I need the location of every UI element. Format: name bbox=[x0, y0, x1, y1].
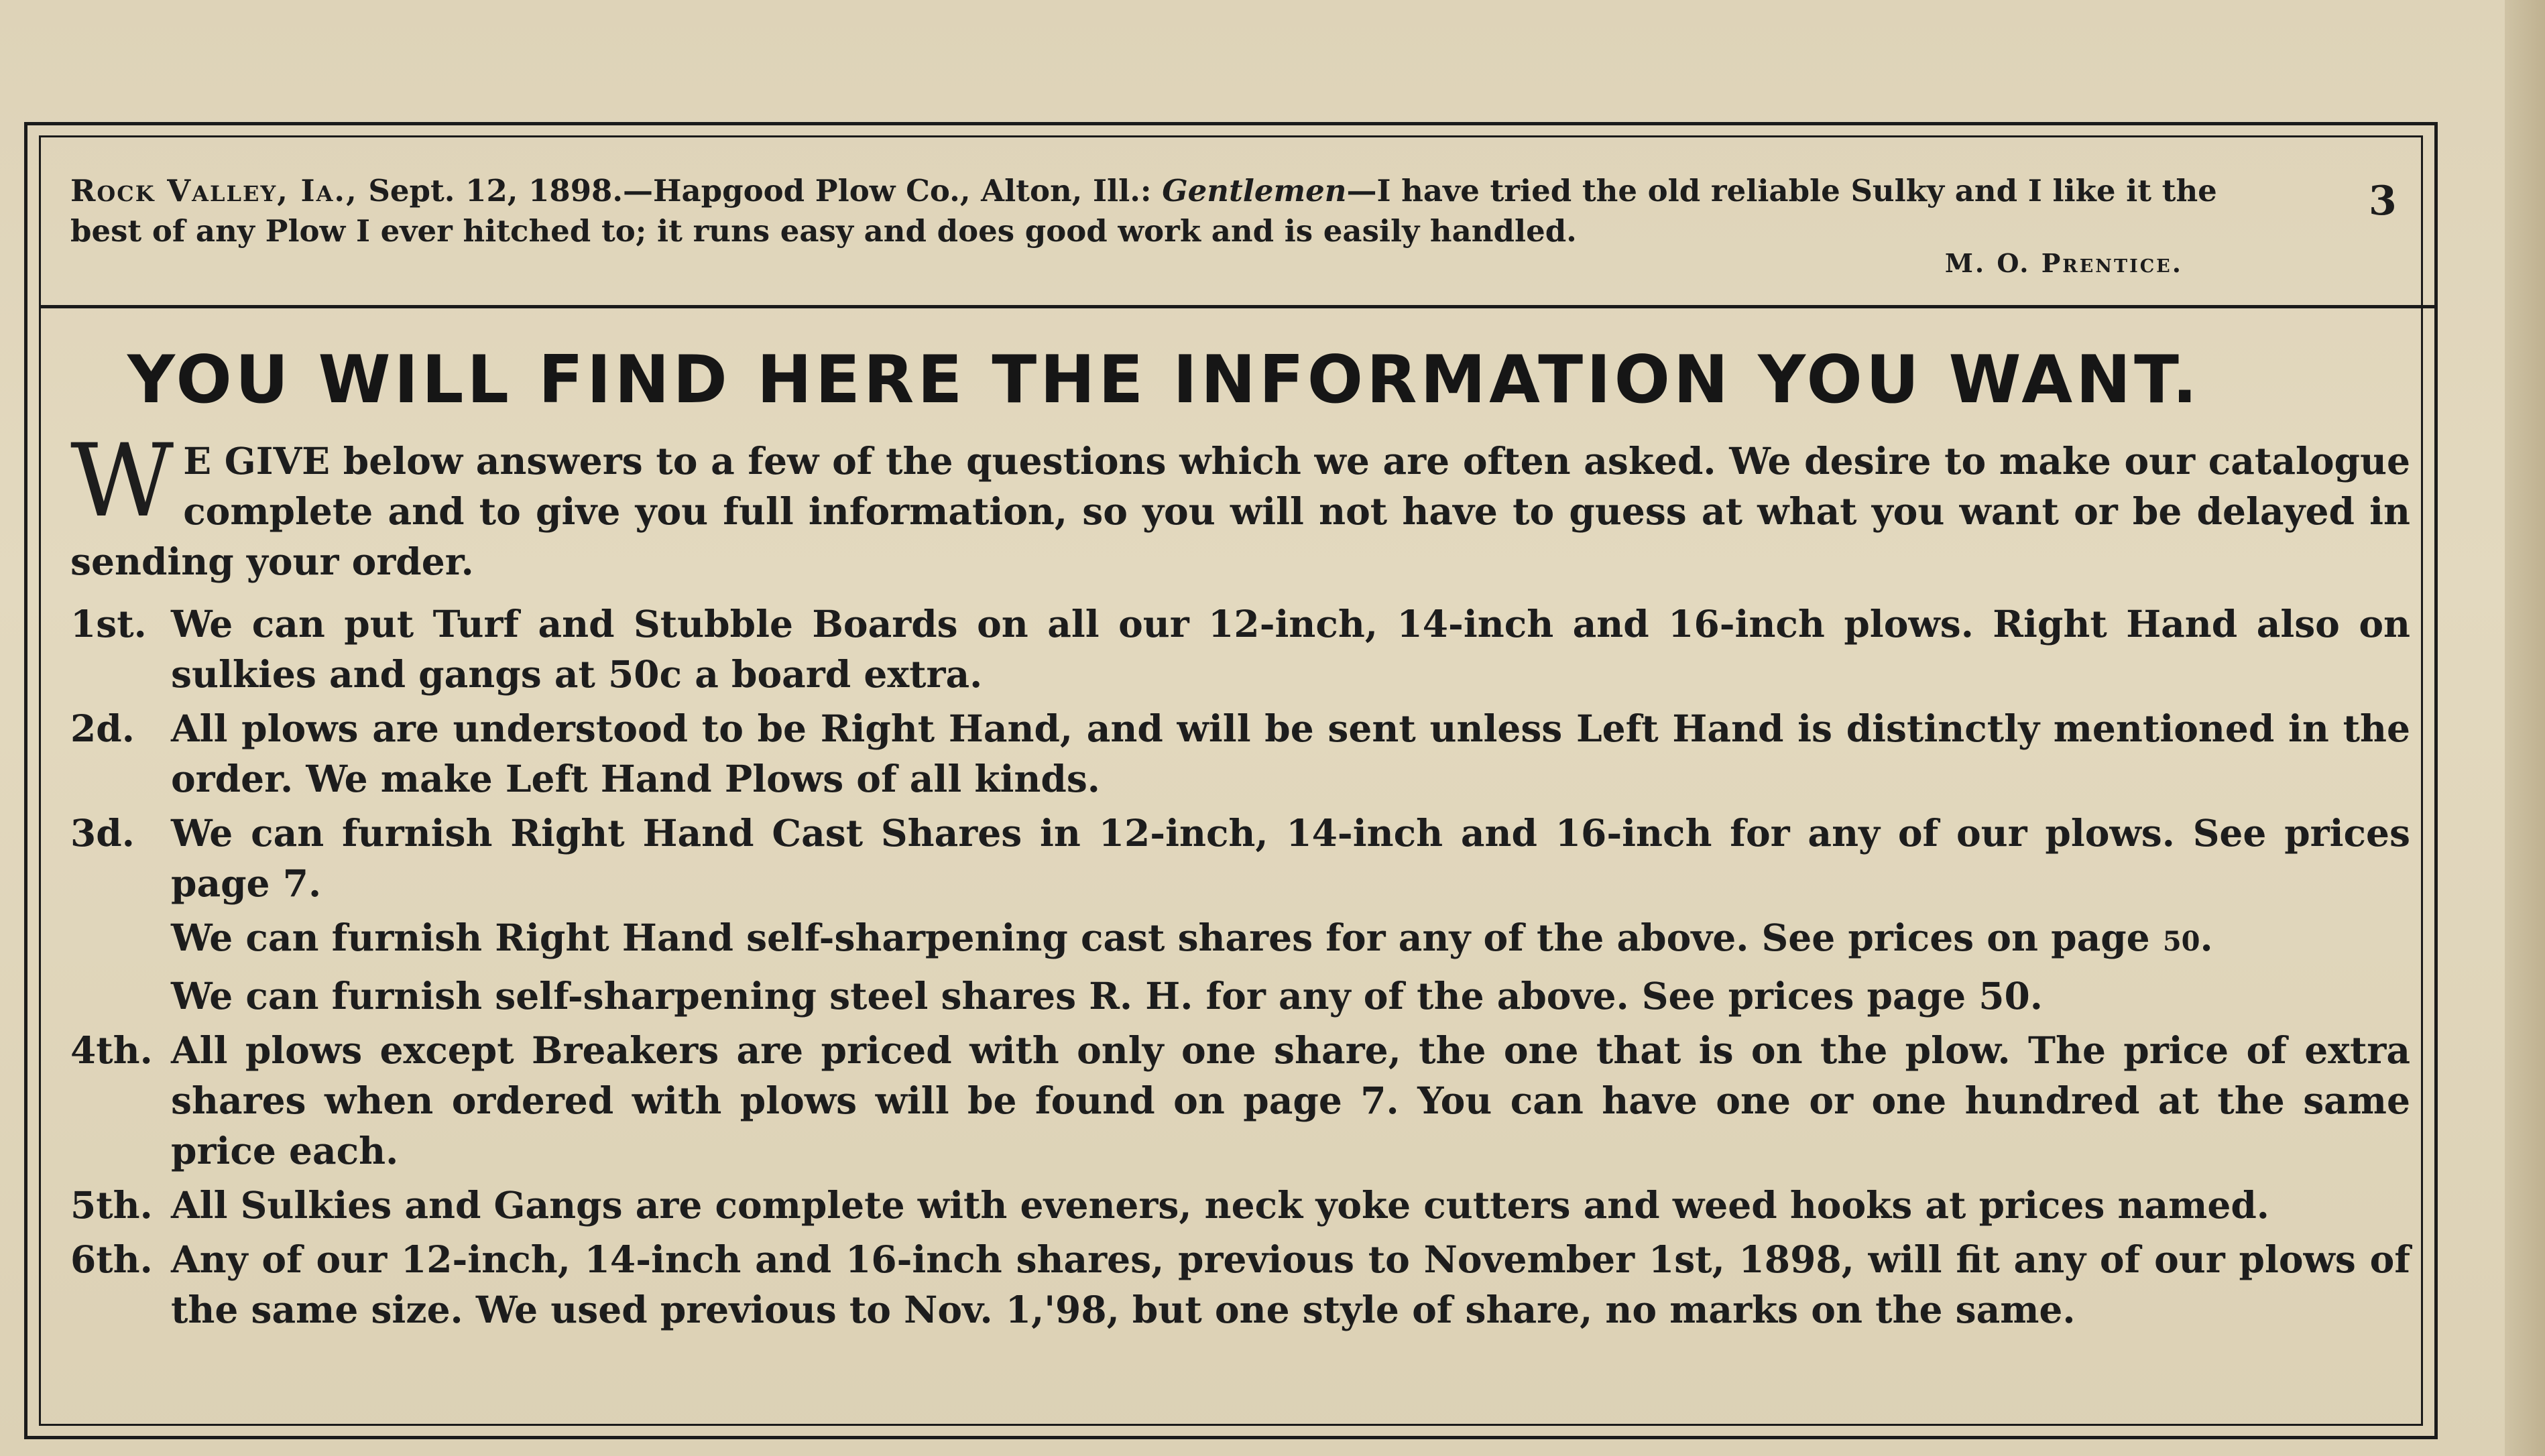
drop-cap: W bbox=[70, 423, 174, 540]
item-number: 6th. bbox=[70, 1237, 153, 1281]
item-number: 5th. bbox=[70, 1183, 153, 1227]
testimonial-body: —I have tried the old reliable Sulky and I like it the best of any Plow I ever hitched to; it runs easy and does good work and is easily handled. bbox=[70, 173, 2217, 249]
item-number: 2d. bbox=[70, 707, 135, 750]
item-text: We can furnish Right Hand Cast Shares in 12-inch, 14-inch and 16-inch for any of our plows. See prices page 7. bbox=[171, 811, 2410, 905]
list-item bbox=[70, 1025, 2410, 1176]
list-item bbox=[70, 703, 2410, 804]
information-body bbox=[70, 423, 2410, 1339]
item-text: We can put Turf and Stubble Boards on all our 12-inch, 14-inch and 16-inch plows. Right Hand also on sulkies and gangs at 50c a board extra. bbox=[171, 602, 2410, 696]
list-item bbox=[70, 808, 2410, 908]
testimonial-place: Rock Valley, Ia., bbox=[70, 173, 358, 208]
page-edge bbox=[2505, 0, 2545, 1456]
intro-paragraph bbox=[70, 423, 2410, 587]
list-item bbox=[70, 599, 2410, 699]
testimonial-salutation: Gentlemen bbox=[1162, 173, 1347, 208]
testimonial bbox=[70, 171, 2283, 251]
item-number: 1st. bbox=[70, 602, 147, 646]
item-text: All Sulkies and Gangs are complete with eveners, neck yoke cutters and weed hooks at prices named. bbox=[171, 1183, 2269, 1227]
item-number: 3d. bbox=[70, 811, 135, 855]
header-divider bbox=[39, 305, 2434, 308]
item-text: All plows are understood to be Right Hand, and will be sent unless Left Hand is distinctly mentioned in the order. We make Left Hand Plows of all kinds. bbox=[171, 707, 2410, 800]
item-number: 4th. bbox=[70, 1028, 153, 1072]
item-text: Any of our 12-inch, 14-inch and 16-inch shares, previous to November 1st, 1898, will fit any of our plows of the same size. We used previous to Nov. 1,'98, but one style of share, no marks on the same. bbox=[171, 1237, 2410, 1331]
cast-shares-text: We can furnish Right Hand self-sharpening cast shares for any of the above. See prices on page bbox=[171, 916, 2163, 959]
item-text: All plows except Breakers are priced with only one share, the one that is on the plow. The price of extra shares when ordered with plows will be found on page 7. You can have one or one hundred at the same price each. bbox=[171, 1028, 2410, 1172]
page-number: 3 bbox=[2369, 178, 2397, 225]
testimonial-signature: M. O. Prentice. bbox=[1944, 248, 2183, 278]
steel-shares-text: We can furnish self-sharpening steel shares R. H. for any of the above. See prices page 50. bbox=[171, 974, 2043, 1018]
testimonial-date-company: Sept. 12, 1898.—Hapgood Plow Co., Alton, Ill.: bbox=[357, 173, 1163, 208]
cast-shares-note: We can furnish Right Hand self-sharpening cast shares for any of the above. See prices on page 50. bbox=[171, 916, 2213, 959]
cast-shares-page: 50 bbox=[2162, 926, 2200, 957]
intro-text: E GIVE below answers to a few of the questions which we are often asked. We desire to make our catalogue complete and to give you full information, so you will not have to guess at what you want or be delayed in sending your order. bbox=[70, 439, 2410, 583]
headline: YOU WILL FIND HERE THE INFORMATION YOU WANT. bbox=[127, 342, 2201, 418]
steel-shares-note bbox=[70, 971, 2410, 1021]
list-item bbox=[70, 1180, 2410, 1230]
list-item bbox=[70, 1234, 2410, 1335]
